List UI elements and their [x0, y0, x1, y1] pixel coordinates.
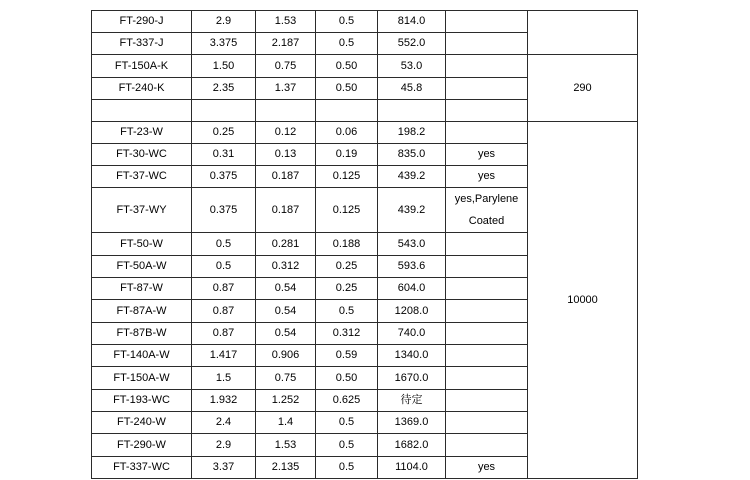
height-cell: 0.5 [316, 33, 378, 55]
height-cell: 0.50 [316, 55, 378, 78]
od-cell: 0.375 [192, 188, 256, 233]
part-number-cell: FT-23-W [92, 122, 192, 144]
id-cell: 1.53 [256, 11, 316, 33]
note-cell [446, 300, 528, 323]
od-cell: 1.932 [192, 390, 256, 412]
note-cell [446, 11, 528, 33]
al-value-cell: 45.8 [378, 78, 446, 100]
od-cell: 0.5 [192, 256, 256, 278]
id-cell: 0.906 [256, 345, 316, 367]
note-cell [446, 412, 528, 434]
part-number-cell: FT-337-WC [92, 457, 192, 479]
part-number-cell: FT-140A-W [92, 345, 192, 367]
al-value-cell: 53.0 [378, 55, 446, 78]
group-value-cell: 10000 [528, 122, 638, 479]
note-cell [446, 33, 528, 55]
empty-cell [92, 100, 192, 122]
al-value-cell: 1670.0 [378, 367, 446, 390]
al-value-cell: 待定 [378, 390, 446, 412]
height-cell: 0.125 [316, 166, 378, 188]
note-cell [446, 278, 528, 300]
note-cell [446, 122, 528, 144]
al-value-cell: 593.6 [378, 256, 446, 278]
id-cell: 1.37 [256, 78, 316, 100]
al-value-cell: 543.0 [378, 233, 446, 256]
note-cell [446, 78, 528, 100]
id-cell: 0.75 [256, 367, 316, 390]
part-number-cell: FT-30-WC [92, 144, 192, 166]
note-cell: yes [446, 457, 528, 479]
od-cell: 2.9 [192, 434, 256, 457]
id-cell: 0.187 [256, 166, 316, 188]
table-row [92, 55, 638, 78]
al-value-cell: 1104.0 [378, 457, 446, 479]
toroid-core-spec-table [91, 10, 638, 479]
part-number-cell: FT-37-WC [92, 166, 192, 188]
od-cell: 1.417 [192, 345, 256, 367]
part-number-cell: FT-87A-W [92, 300, 192, 323]
id-cell: 0.281 [256, 233, 316, 256]
id-cell: 1.252 [256, 390, 316, 412]
od-cell: 0.25 [192, 122, 256, 144]
part-number-cell: FT-50-W [92, 233, 192, 256]
height-cell: 0.25 [316, 256, 378, 278]
od-cell: 3.375 [192, 33, 256, 55]
height-cell: 0.50 [316, 78, 378, 100]
od-cell: 3.37 [192, 457, 256, 479]
part-number-cell: FT-87B-W [92, 323, 192, 345]
part-number-cell: FT-150A-K [92, 55, 192, 78]
note-cell [446, 390, 528, 412]
id-cell: 0.54 [256, 300, 316, 323]
table-row [92, 122, 638, 144]
id-cell: 1.4 [256, 412, 316, 434]
group-value-cell: 290 [528, 55, 638, 122]
id-cell: 0.312 [256, 256, 316, 278]
id-cell: 0.75 [256, 55, 316, 78]
al-value-cell: 1369.0 [378, 412, 446, 434]
empty-cell [256, 100, 316, 122]
id-cell: 2.135 [256, 457, 316, 479]
height-cell: 0.5 [316, 457, 378, 479]
note-cell [446, 233, 528, 256]
od-cell: 0.87 [192, 278, 256, 300]
note-cell: yes,Parylene Coated [446, 188, 528, 233]
height-cell: 0.312 [316, 323, 378, 345]
od-cell: 2.35 [192, 78, 256, 100]
height-cell: 0.06 [316, 122, 378, 144]
od-cell: 0.31 [192, 144, 256, 166]
od-cell: 0.87 [192, 300, 256, 323]
part-number-cell: FT-37-WY [92, 188, 192, 233]
empty-cell [378, 100, 446, 122]
al-value-cell: 439.2 [378, 188, 446, 233]
empty-cell [316, 100, 378, 122]
note-cell [446, 323, 528, 345]
note-cell [446, 367, 528, 390]
id-cell: 2.187 [256, 33, 316, 55]
al-value-cell: 439.2 [378, 166, 446, 188]
id-cell: 0.187 [256, 188, 316, 233]
part-number-cell: FT-50A-W [92, 256, 192, 278]
id-cell: 1.53 [256, 434, 316, 457]
note-cell: yes [446, 166, 528, 188]
part-number-cell: FT-337-J [92, 33, 192, 55]
od-cell: 0.375 [192, 166, 256, 188]
part-number-cell: FT-290-J [92, 11, 192, 33]
al-value-cell: 604.0 [378, 278, 446, 300]
od-cell: 2.4 [192, 412, 256, 434]
id-cell: 0.54 [256, 278, 316, 300]
od-cell: 1.5 [192, 367, 256, 390]
od-cell: 1.50 [192, 55, 256, 78]
al-value-cell: 1682.0 [378, 434, 446, 457]
empty-cell [446, 100, 528, 122]
id-cell: 0.13 [256, 144, 316, 166]
note-cell [446, 256, 528, 278]
od-cell: 2.9 [192, 11, 256, 33]
height-cell: 0.5 [316, 11, 378, 33]
height-cell: 0.188 [316, 233, 378, 256]
height-cell: 0.625 [316, 390, 378, 412]
table-row [92, 11, 638, 33]
part-number-cell: FT-240-W [92, 412, 192, 434]
al-value-cell: 814.0 [378, 11, 446, 33]
al-value-cell: 835.0 [378, 144, 446, 166]
al-value-cell: 552.0 [378, 33, 446, 55]
al-value-cell: 198.2 [378, 122, 446, 144]
al-value-cell: 740.0 [378, 323, 446, 345]
note-cell [446, 434, 528, 457]
part-number-cell: FT-150A-W [92, 367, 192, 390]
height-cell: 0.5 [316, 300, 378, 323]
height-cell: 0.25 [316, 278, 378, 300]
height-cell: 0.5 [316, 434, 378, 457]
note-cell: yes [446, 144, 528, 166]
note-cell [446, 55, 528, 78]
note-cell [446, 345, 528, 367]
height-cell: 0.19 [316, 144, 378, 166]
od-cell: 0.5 [192, 233, 256, 256]
part-number-cell: FT-240-K [92, 78, 192, 100]
id-cell: 0.54 [256, 323, 316, 345]
al-value-cell: 1340.0 [378, 345, 446, 367]
height-cell: 0.59 [316, 345, 378, 367]
height-cell: 0.125 [316, 188, 378, 233]
part-number-cell: FT-87-W [92, 278, 192, 300]
al-value-cell: 1208.0 [378, 300, 446, 323]
height-cell: 0.5 [316, 412, 378, 434]
od-cell: 0.87 [192, 323, 256, 345]
part-number-cell: FT-290-W [92, 434, 192, 457]
empty-cell [192, 100, 256, 122]
empty-group-value-cell [528, 11, 638, 55]
id-cell: 0.12 [256, 122, 316, 144]
height-cell: 0.50 [316, 367, 378, 390]
part-number-cell: FT-193-WC [92, 390, 192, 412]
